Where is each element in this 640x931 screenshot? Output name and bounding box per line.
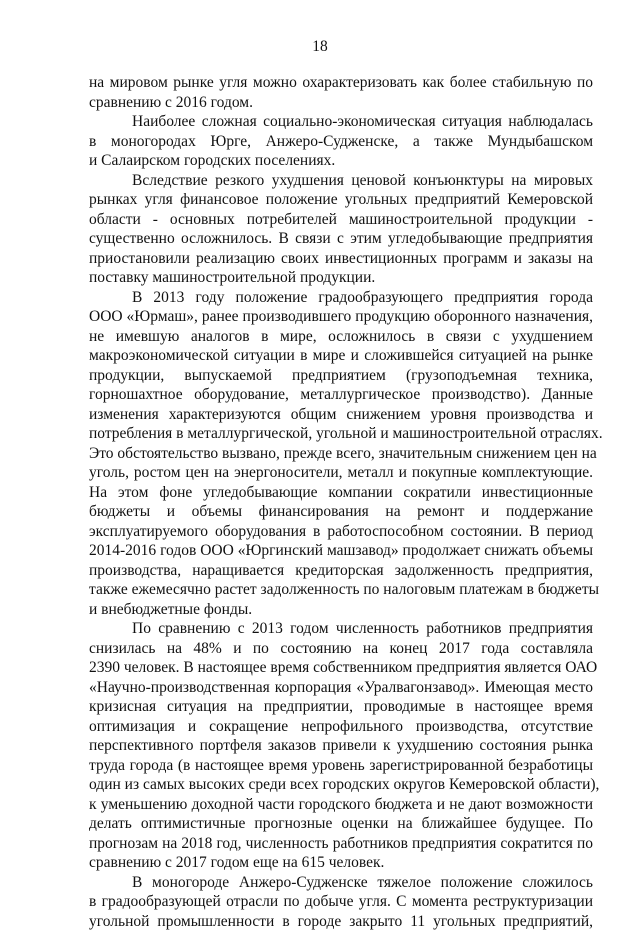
text-line: к уменьшению доходной части городского бюджета и не дают возможности xyxy=(89,795,593,815)
text-line: 2014-2016 годов ООО «Юргинский машзавод» продолжает снижать объемы xyxy=(89,541,593,561)
text-line: прогнозам на 2018 год, численность работников предприятия сократится по xyxy=(89,834,593,854)
text-line: области - основных потребителей машиностроительной продукции - xyxy=(89,210,593,230)
body-text xyxy=(89,73,593,931)
text-line: «Научно-производственная корпорация «Уралвагонзавод». Имеющая место xyxy=(89,678,593,698)
text-line: рынках угля финансовое положение угольных предприятий Кемеровской xyxy=(89,190,593,210)
text-line: уголь, ростом цен на энергоносители, металл и покупные комплектующие. xyxy=(89,463,593,483)
text-line: потребления в металлургической, угольной и машиностроительной отраслях. xyxy=(89,424,593,444)
text-line: поставку машиностроительной продукции. xyxy=(89,268,593,288)
text-line: изменения характеризуются общим снижением уровня производства и xyxy=(89,405,593,425)
text-line: один из самых высоких среди всех городских округов Кемеровской области), xyxy=(89,775,593,795)
text-line: на мировом рынке угля можно охарактеризовать как более стабильную по xyxy=(89,73,593,93)
text-line: бюджеты и объемы финансирования на ремонт и поддержание xyxy=(89,502,593,522)
text-line: горношахтное оборудование, металлургическое производство). Данные xyxy=(89,385,593,405)
text-line: не имевшую аналогов в мире, осложнилось в связи с ухудшением xyxy=(89,327,593,347)
text-line: делать оптимистичные прогнозные оценки на ближайшее будущее. По xyxy=(89,814,593,834)
text-line: Наиболее сложная социально-экономическая ситуация наблюдалась xyxy=(89,112,593,132)
text-line: существенно осложнилось. В связи с этим угледобывающие предприятия xyxy=(89,229,593,249)
text-line: труда города (в настоящее время уровень зарегистрированной безработицы xyxy=(89,756,593,776)
text-line: производства, наращивается кредиторская задолженность предприятия, xyxy=(89,561,593,581)
text-line: На этом фоне угледобывающие компании сократили инвестиционные xyxy=(89,483,593,503)
text-line: сравнению с 2016 годом. xyxy=(89,93,593,113)
text-line: перспективного портфеля заказов привели к ухудшению состояния рынка xyxy=(89,736,593,756)
page-number: 18 xyxy=(0,38,640,56)
text-line: и внебюджетные фонды. xyxy=(89,600,593,620)
text-line: угольной промышленности в городе закрыто 11 угольных предприятий, xyxy=(89,912,593,931)
text-line: 2390 человек. В настоящее время собственником предприятия является ОАО xyxy=(89,658,593,678)
text-line: ООО «Юрмаш», ранее производившего продукцию оборонного назначения, xyxy=(89,307,593,327)
text-line: В 2013 году положение градообразующего предприятия города xyxy=(89,288,593,308)
text-line: продукции, выпускаемой предприятием (грузоподъемная техника, xyxy=(89,366,593,386)
text-line: сравнению с 2017 годом еще на 615 человек. xyxy=(89,853,593,873)
text-line: Вследствие резкого ухудшения ценовой конъюнктуры на мировых xyxy=(89,171,593,191)
text-line: оптимизация и сокращение непрофильного производства, отсутствие xyxy=(89,717,593,737)
text-line: также ежемесячно растет задолженность по налоговым платежам в бюджеты xyxy=(89,580,593,600)
text-line: эксплуатируемого оборудования в работоспособном состоянии. В период xyxy=(89,522,593,542)
text-line: По сравнению с 2013 годом численность работников предприятия xyxy=(89,619,593,639)
text-line: В моногороде Анжеро-Судженске тяжелое положение сложилось xyxy=(89,873,593,893)
text-line: Это обстоятельство вызвано, прежде всего, значительным снижением цен на xyxy=(89,444,593,464)
text-line: снизилась на 48% и по состоянию на конец 2017 года составляла xyxy=(89,639,593,659)
text-line: приостановили реализацию своих инвестиционных программ и заказы на xyxy=(89,249,593,269)
text-line: макроэкономической ситуации в мире и сложившейся ситуацией на рынке xyxy=(89,346,593,366)
text-line: в градообразующей отрасли по добыче угля. С момента реструктуризации xyxy=(89,892,593,912)
text-line: в моногородах Юрге, Анжеро-Судженске, а также Мундыбашском xyxy=(89,132,593,152)
text-line: кризисная ситуация на предприятии, проводимые в настоящее время xyxy=(89,697,593,717)
text-line: и Салаирском городских поселениях. xyxy=(89,151,593,171)
